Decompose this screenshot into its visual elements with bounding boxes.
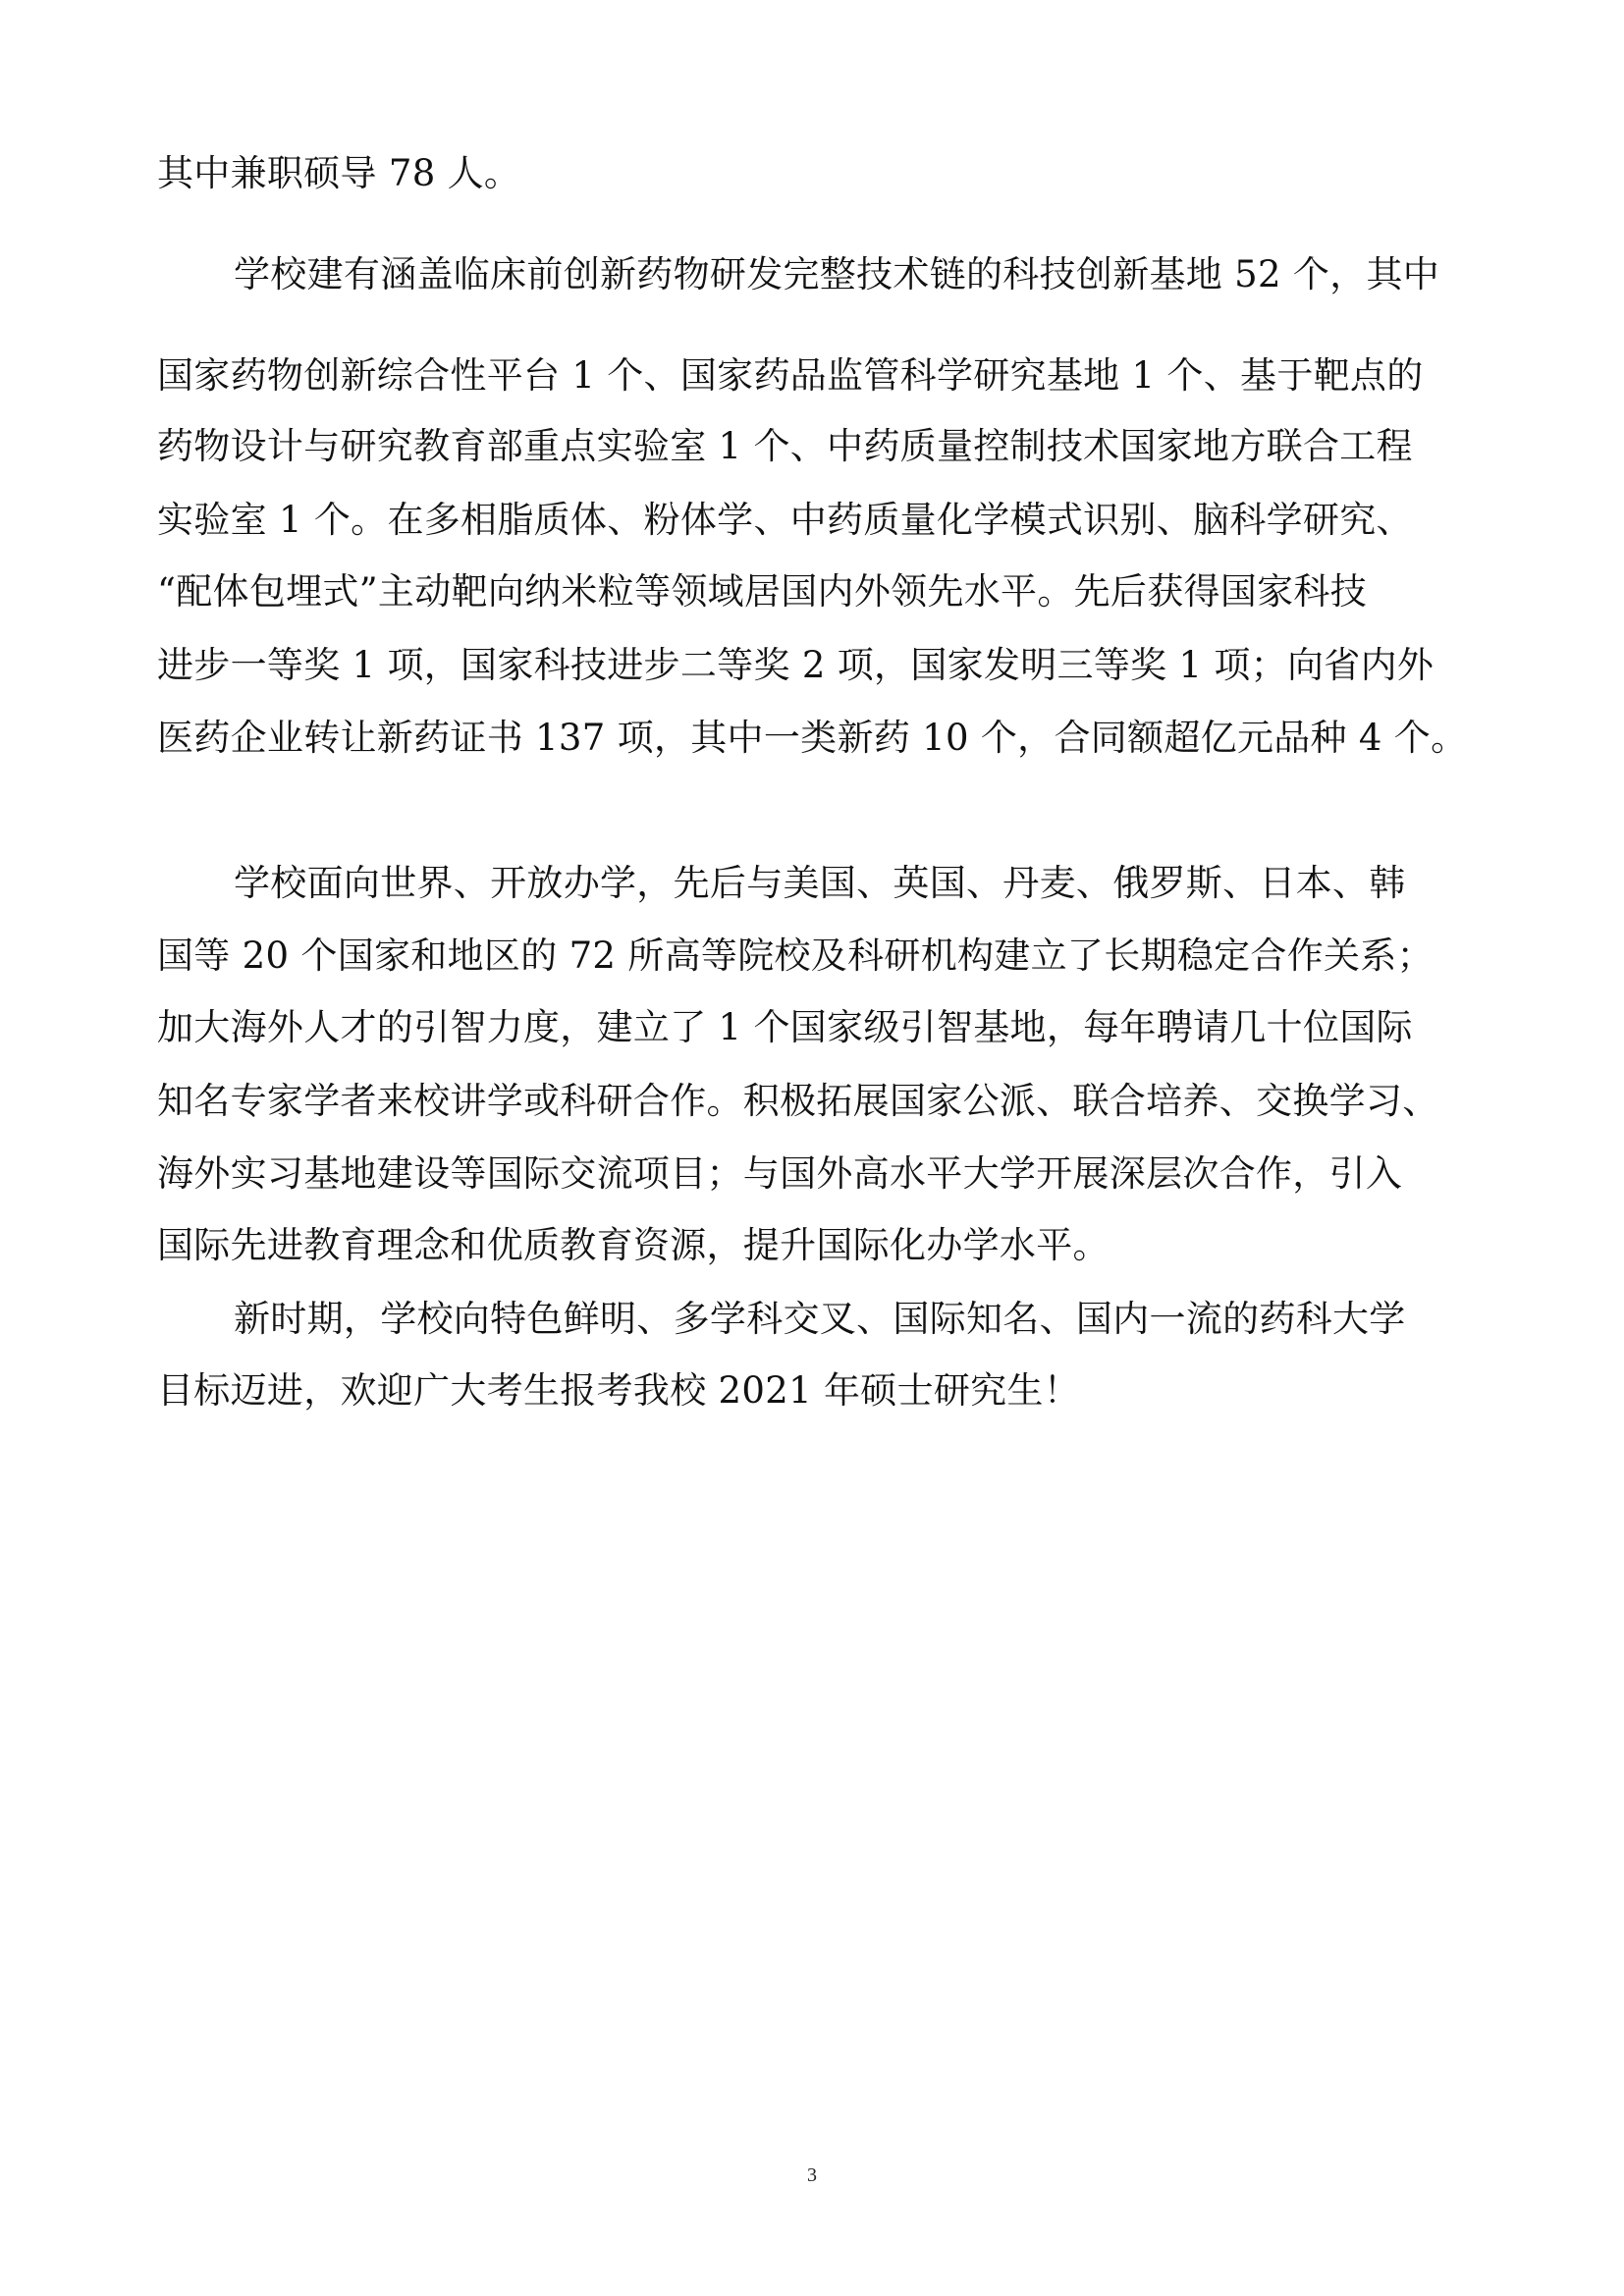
paragraph-2-line-5: “配体包埋式”主动靶向纳米粒等领域居国内外领先水平。先后获得国家科技 <box>157 570 1368 613</box>
paragraph-2-line-7: 医药企业转让新药证书 137 项，其中一类新药 10 个，合同额超亿元品种 4 个。 <box>157 717 1468 759</box>
paragraph-3-line-4: 知名专家学者来校讲学或科研合作。积极拓展国家公派、联合培养、交换学习、 <box>157 1080 1439 1122</box>
paragraph-2-line-3: 药物设计与研究教育部重点实验室 1 个、中药质量控制技术国家地方联合工程 <box>157 425 1413 467</box>
paragraph-3-line-2: 国等 20 个国家和地区的 72 所高等院校及科研机构建立了长期稳定合作关系； <box>157 934 1434 977</box>
paragraph-3-line-3: 加大海外人才的引智力度，建立了 1 个国家级引智基地，每年聘请几十位国际 <box>157 1006 1413 1048</box>
paragraph-2-line-2: 国家药物创新综合性平台 1 个、国家药品监管科学研究基地 1 个、基于靶点的 <box>157 354 1424 397</box>
paragraph-4-line-2: 目标迈进，欢迎广大考生报考我校 2021 年硕士研究生！ <box>157 1369 1081 1412</box>
paragraph-3-line-5: 海外实习基地建设等国际交流项目；与国外高水平大学开展深层次合作，引入 <box>157 1152 1403 1195</box>
paragraph-2-line-6: 进步一等奖 1 项，国家科技进步二等奖 2 项，国家发明三等奖 1 项；向省内外 <box>157 644 1435 686</box>
paragraph-4-line-1: 新时期，学校向特色鲜明、多学科交叉、国际知名、国内一流的药科大学 <box>234 1298 1406 1340</box>
paragraph-1-line-1: 其中兼职硕导 78 人。 <box>157 152 521 194</box>
paragraph-2-line-4: 实验室 1 个。在多相脂质体、粉体学、中药质量化学模式识别、脑科学研究、 <box>157 499 1413 541</box>
paragraph-2-line-1: 学校建有涵盖临床前创新药物研发完整技术链的科技创新基地 52 个，其中 <box>234 253 1440 295</box>
page-number: 3 <box>807 2164 817 2186</box>
paragraph-3-line-6: 国际先进教育理念和优质教育资源，提升国际化办学水平。 <box>157 1224 1110 1266</box>
paragraph-3-line-1: 学校面向世界、开放办学，先后与美国、英国、丹麦、俄罗斯、日本、韩 <box>234 862 1406 904</box>
